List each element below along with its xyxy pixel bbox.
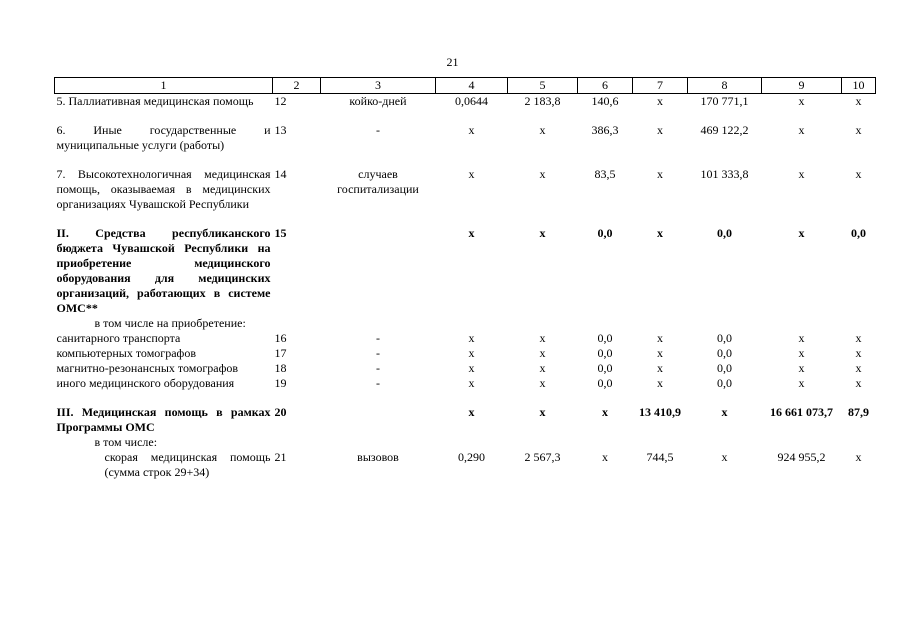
value-cell: 0,0 bbox=[717, 226, 732, 240]
value-cell: х bbox=[657, 346, 663, 360]
value-cell: х bbox=[468, 405, 475, 419]
row-name: 7. Высокотехнологичная медицинская помощь, оказываемая в медицинских организациях Чувашской Республики bbox=[56, 167, 271, 211]
row-name: иного медицинского оборудования bbox=[56, 376, 235, 390]
unit-cell: случаев госпитализации bbox=[337, 167, 419, 196]
unit-cell bbox=[321, 405, 436, 435]
row-number: 12 bbox=[274, 94, 287, 108]
unit-cell: - bbox=[376, 346, 380, 360]
table-row-section bbox=[55, 226, 876, 316]
value-cell: 386,3 bbox=[591, 123, 619, 137]
table-row bbox=[55, 167, 876, 212]
value-cell: х bbox=[798, 331, 805, 345]
unit-cell: - bbox=[376, 123, 380, 137]
col-header: 9 bbox=[762, 78, 842, 94]
col-header: 6 bbox=[578, 78, 633, 94]
value-cell: 924 955,2 bbox=[777, 450, 826, 464]
value-cell: х bbox=[468, 167, 475, 181]
table-row-subheading bbox=[55, 316, 876, 331]
col-header: 10 bbox=[842, 78, 876, 94]
value-cell: х bbox=[539, 226, 546, 240]
value-cell: х bbox=[657, 167, 663, 181]
value-cell: 0,0 bbox=[597, 331, 613, 345]
value-cell: х bbox=[855, 94, 862, 108]
value-cell: х bbox=[798, 94, 805, 108]
value-cell: х bbox=[855, 123, 862, 137]
value-cell: х bbox=[798, 346, 805, 360]
row-number: 13 bbox=[274, 123, 287, 137]
value-cell: х bbox=[602, 405, 608, 419]
row-number: 17 bbox=[274, 346, 287, 360]
row-name: компьютерных томографов bbox=[56, 346, 196, 360]
value-cell: 0,0 bbox=[597, 346, 613, 360]
table-row bbox=[55, 123, 876, 153]
value-cell: 0,0 bbox=[597, 226, 613, 240]
value-cell: х bbox=[855, 167, 862, 181]
page-number: 21 bbox=[446, 55, 459, 69]
value-cell: х bbox=[855, 346, 862, 360]
unit-cell: - bbox=[376, 331, 380, 345]
row-name: скорая медицинская помощь (сумма строк 29+34) bbox=[104, 450, 271, 479]
value-cell: 170 771,1 bbox=[700, 94, 749, 108]
value-cell: х bbox=[468, 361, 475, 375]
value-cell: х bbox=[468, 376, 475, 390]
value-cell: 87,9 bbox=[848, 405, 869, 419]
row-number: 19 bbox=[274, 376, 287, 390]
col-header: 7 bbox=[633, 78, 688, 94]
value-cell: х bbox=[539, 123, 546, 137]
value-cell: х bbox=[657, 226, 663, 240]
row-name: санитарного транспорта bbox=[56, 331, 181, 345]
budget-table bbox=[54, 77, 876, 480]
value-cell: х bbox=[539, 361, 546, 375]
value-cell: 469 122,2 bbox=[700, 123, 749, 137]
col-header: 3 bbox=[321, 78, 436, 94]
value-cell: 140,6 bbox=[591, 94, 619, 108]
table-row bbox=[55, 94, 876, 110]
value-cell: 0,0 bbox=[597, 376, 613, 390]
value-cell: 0,0 bbox=[717, 331, 732, 345]
value-cell: х bbox=[468, 123, 475, 137]
section-title: III. Медицинская помощь в рамках Программы ОМС bbox=[56, 405, 271, 434]
unit-cell: - bbox=[376, 376, 380, 390]
row-number: 15 bbox=[274, 226, 287, 240]
value-cell: 0,0644 bbox=[455, 94, 488, 108]
value-cell: 2 567,3 bbox=[524, 450, 561, 464]
table-row bbox=[55, 376, 876, 391]
row-number: 21 bbox=[274, 450, 287, 464]
value-cell: х bbox=[721, 405, 728, 419]
value-cell: х bbox=[798, 226, 805, 240]
row-number: 16 bbox=[274, 331, 287, 345]
value-cell: х bbox=[539, 167, 546, 181]
value-cell: х bbox=[539, 376, 546, 390]
value-cell: х bbox=[798, 167, 805, 181]
value-cell: х bbox=[657, 361, 663, 375]
col-header: 4 bbox=[436, 78, 508, 94]
value-cell: 83,5 bbox=[594, 167, 616, 181]
value-cell: 0,0 bbox=[717, 361, 732, 375]
value-cell: 0,0 bbox=[597, 361, 613, 375]
value-cell: х bbox=[798, 361, 805, 375]
section-title: II. Средства республиканского бюджета Чувашской Республики на приобретение медицинского оборудования для медицинских организаций, работающих в системе ОМС** bbox=[56, 226, 271, 315]
row-number: 20 bbox=[274, 405, 287, 419]
unit-cell bbox=[321, 226, 436, 316]
value-cell: х bbox=[798, 123, 805, 137]
table-row bbox=[55, 361, 876, 376]
value-cell: х bbox=[468, 331, 475, 345]
value-cell: х bbox=[539, 405, 546, 419]
value-cell: х bbox=[539, 331, 546, 345]
row-number: 14 bbox=[274, 167, 287, 181]
value-cell: 0,290 bbox=[458, 450, 485, 464]
column-header-row bbox=[55, 78, 876, 94]
value-cell: 13 410,9 bbox=[639, 405, 681, 419]
value-cell: х bbox=[855, 376, 862, 390]
value-cell: х bbox=[657, 94, 663, 108]
table-row bbox=[55, 450, 876, 480]
col-header: 1 bbox=[55, 78, 273, 94]
table-row bbox=[55, 346, 876, 361]
table-row bbox=[55, 331, 876, 346]
value-cell: х bbox=[855, 450, 862, 464]
subheading: в том числе: bbox=[94, 435, 158, 449]
value-cell: х bbox=[602, 450, 608, 464]
value-cell: 101 333,8 bbox=[700, 167, 749, 181]
col-header: 8 bbox=[688, 78, 762, 94]
value-cell: 0,0 bbox=[717, 376, 732, 390]
value-cell: х bbox=[468, 226, 475, 240]
value-cell: х bbox=[798, 376, 805, 390]
value-cell: х bbox=[657, 331, 663, 345]
value-cell: 16 661 073,7 bbox=[770, 405, 833, 419]
value-cell: х bbox=[539, 346, 546, 360]
unit-cell: вызовов bbox=[357, 450, 399, 464]
value-cell: 0,0 bbox=[851, 226, 866, 240]
value-cell: х bbox=[468, 346, 475, 360]
table-row-section bbox=[55, 405, 876, 435]
subheading: в том числе на приобретение: bbox=[94, 316, 246, 330]
col-header: 5 bbox=[508, 78, 578, 94]
value-cell: 0,0 bbox=[717, 346, 732, 360]
value-cell: х bbox=[657, 376, 663, 390]
row-name: магнитно-резонансных томографов bbox=[56, 361, 239, 375]
row-number: 18 bbox=[274, 361, 287, 375]
unit-cell: койко-дней bbox=[349, 94, 407, 108]
value-cell: 744,5 bbox=[646, 450, 674, 464]
row-name: 5. Паллиативная медицинская помощь bbox=[56, 94, 254, 108]
row-name: 6. Иные государственные и муниципальные услуги (работы) bbox=[56, 123, 271, 152]
value-cell: х bbox=[721, 450, 728, 464]
value-cell: х bbox=[855, 361, 862, 375]
col-header: 2 bbox=[273, 78, 321, 94]
value-cell: х bbox=[657, 123, 663, 137]
value-cell: 2 183,8 bbox=[524, 94, 561, 108]
table-row-subheading bbox=[55, 435, 876, 450]
value-cell: х bbox=[855, 331, 862, 345]
unit-cell: - bbox=[376, 361, 380, 375]
